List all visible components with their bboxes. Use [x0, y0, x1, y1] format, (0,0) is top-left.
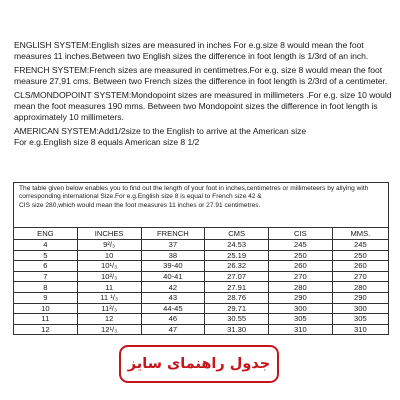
cell-mms: 305	[332, 314, 388, 325]
cell-mms: 260	[332, 261, 388, 272]
table-header-row	[14, 228, 389, 240]
cell-inches: 9²/₃	[77, 240, 141, 251]
cell-french: 37	[141, 240, 205, 251]
cell-cis: 305	[269, 314, 333, 325]
cell-mms: 270	[332, 271, 388, 282]
size-guide-banner-text: جدول راهنمای سایز	[127, 356, 271, 372]
table-row	[14, 271, 389, 282]
cell-cms: 24.53	[205, 240, 269, 251]
cell-eng: 12	[14, 324, 78, 335]
cell-cms: 29.71	[205, 303, 269, 314]
header-cis: CIS	[269, 228, 333, 240]
cell-eng: 5	[14, 250, 78, 261]
cell-cms: 26.32	[205, 261, 269, 272]
cell-inches: 11	[77, 282, 141, 293]
cell-mms: 250	[332, 250, 388, 261]
header-mms: MMS.	[332, 228, 388, 240]
cell-cms: 30.55	[205, 314, 269, 325]
cell-french: 47	[141, 324, 205, 335]
cell-eng: 7	[14, 271, 78, 282]
cell-mms: 245	[332, 240, 388, 251]
cell-cis: 310	[269, 324, 333, 335]
table-explanation-box	[13, 182, 389, 227]
cell-french: 44-45	[141, 303, 205, 314]
header-french: FRENCH	[141, 228, 205, 240]
cell-mms: 310	[332, 324, 388, 335]
size-systems-description	[14, 40, 394, 149]
mondopoint-system-text: CLS/MONDOPOINT SYSTEM:Mondopoint sizes are measured in millimeters .For e.g. size 10 would mean the foot measures 190 mms. Between two Mondopoint sizes the difference in foot length is approximately 10 millimeters.	[14, 89, 392, 123]
cell-eng: 10	[14, 303, 78, 314]
cell-cms: 28.76	[205, 292, 269, 303]
cell-inches: 12	[77, 314, 141, 325]
cell-mms: 300	[332, 303, 388, 314]
size-conversion-table	[13, 227, 389, 335]
english-system-text: ENGLISH SYSTEM:English sizes are measured in inches For e.g.size 8 would mean the foot measures 11 inches.Between two English sizes the difference in foot length is 1/3rd of an inch.	[14, 40, 369, 62]
table-row	[14, 250, 389, 261]
cell-eng: 11	[14, 314, 78, 325]
cell-cis: 270	[269, 271, 333, 282]
cell-cis: 280	[269, 282, 333, 293]
table-explanation-line-2: CIS size 280,which would mean the foot measures 11 inches or 27.91 centimetres.	[19, 201, 261, 209]
cell-inches: 10	[77, 250, 141, 261]
cell-mms: 290	[332, 292, 388, 303]
cell-cis: 250	[269, 250, 333, 261]
french-system-text: FRENCH SYSTEM:French sizes are measured in centimetres.For e.g. size 8 would mean the foot measure 27,91 cms. Between two French sizes the difference in foot length is 2/3rd of a centimeter.	[14, 64, 388, 87]
size-guide-banner	[119, 345, 279, 383]
cell-french: 39-40	[141, 261, 205, 272]
cell-french: 46	[141, 314, 205, 325]
cell-cms: 25.19	[205, 250, 269, 261]
cell-cis: 290	[269, 292, 333, 303]
cell-inches: 10¹/₃	[77, 261, 141, 272]
cell-mms: 280	[332, 282, 388, 293]
cell-inches: 10²/₃	[77, 271, 141, 282]
header-eng: ENG	[14, 228, 78, 240]
cell-eng: 9	[14, 292, 78, 303]
american-system-text: AMERICAN SYSTEM:Add1/2size to the English to arrive at the American size	[14, 125, 307, 136]
cell-french: 40-41	[141, 271, 205, 282]
table-row	[14, 261, 389, 272]
cell-inches: 11²/₃	[77, 303, 141, 314]
cell-eng: 6	[14, 261, 78, 272]
cell-cis: 300	[269, 303, 333, 314]
table-row	[14, 240, 389, 251]
cell-cis: 245	[269, 240, 333, 251]
table-explanation-line-1: The table given below enables you to find out the length of your foot in inches,centimetres or millimeteers by allying with corresponding international Size.For e.g.English size 8 is equal to French size 42 &	[19, 185, 369, 201]
cell-inches: 11 ¹/₃	[77, 292, 141, 303]
table-row	[14, 314, 389, 325]
cell-cms: 31.30	[205, 324, 269, 335]
cell-inches: 12¹/₃	[77, 324, 141, 335]
cell-french: 42	[141, 282, 205, 293]
cell-eng: 4	[14, 240, 78, 251]
cell-french: 43	[141, 292, 205, 303]
table-row	[14, 324, 389, 335]
header-inches: INCHES	[77, 228, 141, 240]
table-row	[14, 282, 389, 293]
american-system-example: For e.g.English size 8 equals American size 8 1/2	[14, 137, 200, 148]
cell-cms: 27.07	[205, 271, 269, 282]
table-row	[14, 303, 389, 314]
table-row	[14, 292, 389, 303]
cell-cis: 260	[269, 261, 333, 272]
cell-eng: 8	[14, 282, 78, 293]
cell-french: 38	[141, 250, 205, 261]
cell-cms: 27.91	[205, 282, 269, 293]
header-cms: CMS	[205, 228, 269, 240]
